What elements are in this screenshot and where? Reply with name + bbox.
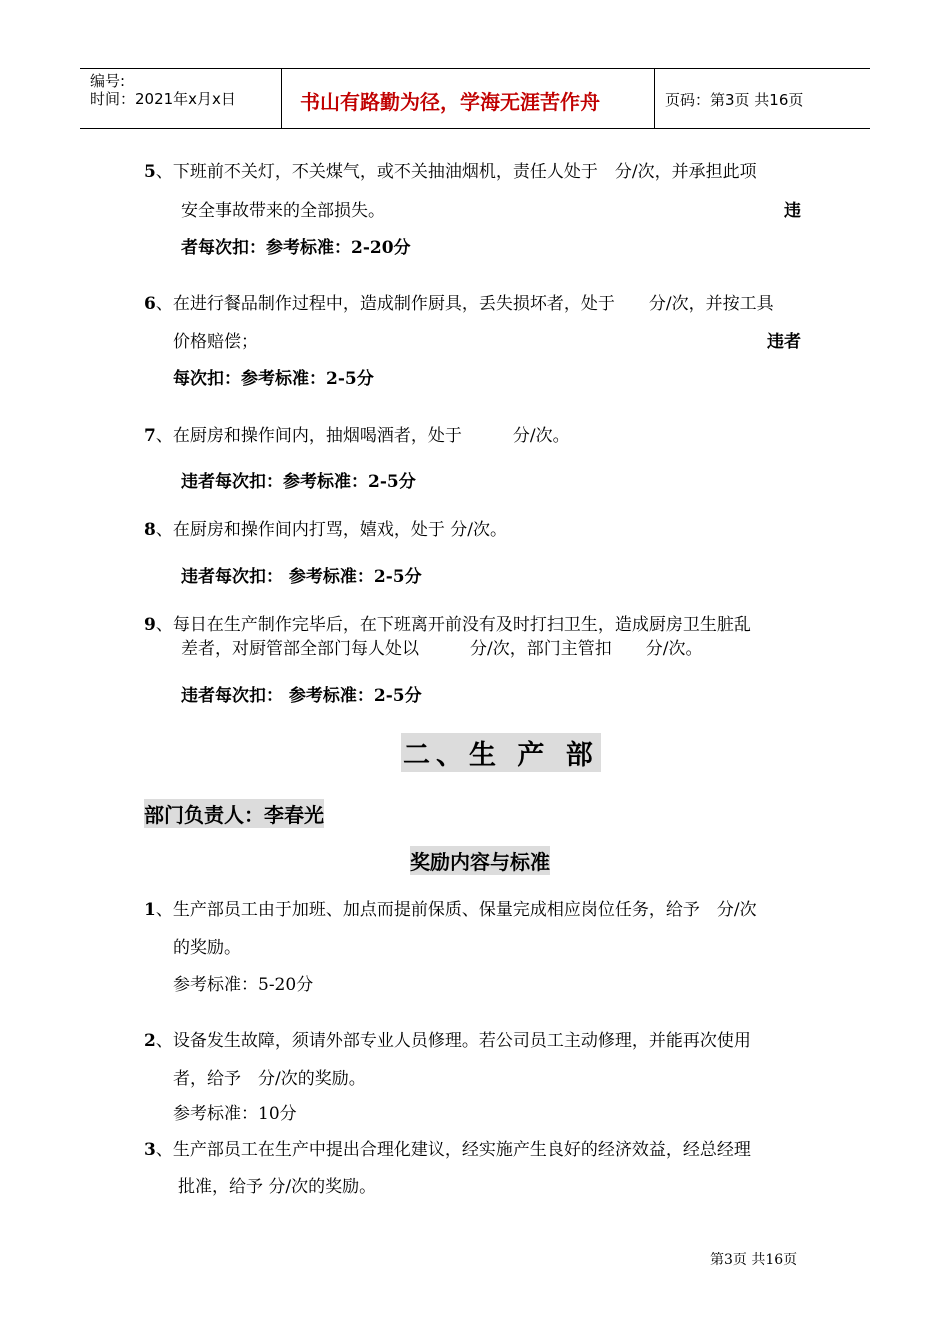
penalty-item-6-line2: 价格赔偿； bbox=[173, 332, 258, 352]
penalty-item-5-standard: 者每次扣：参考标准：2-20分 bbox=[181, 238, 411, 258]
penalty-item-7 bbox=[144, 421, 570, 446]
header-date: 时间：2021年x月x日 bbox=[90, 90, 236, 108]
item-number: 9 bbox=[144, 615, 156, 635]
item-number: 1 bbox=[144, 900, 156, 920]
penalty-item-5 bbox=[144, 157, 757, 182]
reward-item-1-line2: 的奖励。 bbox=[173, 938, 241, 958]
section-title: 二、生 产 部 bbox=[401, 733, 601, 772]
header-bottom-border bbox=[80, 128, 870, 129]
penalty-item-9-standard: 违者每次扣： 参考标准：2-5分 bbox=[181, 686, 422, 706]
reward-subtitle: 奖励内容与标准 bbox=[410, 846, 550, 875]
department-head: 部门负责人：李春光 bbox=[144, 799, 324, 828]
header-serial: 编号: bbox=[90, 72, 126, 90]
penalty-item-6 bbox=[144, 289, 774, 314]
item-text: 、下班前不关灯，不关煤气，或不关抽油烟机，责任人处于 分/次，并承担此项 bbox=[155, 162, 757, 182]
penalty-item-5-line2: 安全事故带来的全部损失。 bbox=[181, 201, 385, 221]
item-text: 、在厨房和操作间内，抽烟喝酒者，处于 分/次。 bbox=[155, 426, 570, 446]
item-number: 6 bbox=[144, 294, 156, 314]
item-text: 、在进行餐品制作过程中，造成制作厨具，丢失损坏者，处于 分/次，并按工具 bbox=[155, 294, 774, 314]
reward-item-2-standard: 参考标准：10分 bbox=[173, 1104, 297, 1124]
penalty-item-9-line2: 差者，对厨管部全部门每人处以 分/次，部门主管扣 分/次。 bbox=[181, 639, 703, 659]
item-text: 、每日在生产制作完毕后，在下班离开前没有及时打扫卫生，造成厨房卫生脏乱 bbox=[155, 615, 751, 635]
header-top-border bbox=[80, 68, 870, 69]
item-number: 7 bbox=[144, 426, 156, 446]
header-page-info: 页码：第3页 共16页 bbox=[665, 91, 804, 109]
penalty-item-6-tail: 违者 bbox=[767, 332, 801, 352]
item-number: 3 bbox=[144, 1140, 156, 1160]
reward-item-3 bbox=[144, 1135, 751, 1160]
item-number: 5 bbox=[144, 162, 156, 182]
header-divider-left bbox=[281, 68, 282, 129]
reward-item-2-line2: 者，给予 分/次的奖励。 bbox=[173, 1069, 366, 1089]
item-number: 2 bbox=[144, 1031, 156, 1051]
penalty-item-6-standard: 每次扣：参考标准：2-5分 bbox=[173, 369, 374, 389]
reward-item-3-line2: 批准，给予 分/次的奖励。 bbox=[178, 1177, 377, 1197]
item-text: 、生产部员工在生产中提出合理化建议，经实施产生良好的经济效益，经总经理 bbox=[155, 1140, 751, 1160]
reward-item-2 bbox=[144, 1026, 751, 1051]
item-text: 、在厨房和操作间内打骂，嬉戏，处于 分/次。 bbox=[155, 520, 507, 540]
penalty-item-9 bbox=[144, 610, 751, 635]
penalty-item-5-tail: 违 bbox=[784, 201, 801, 221]
penalty-item-8 bbox=[144, 515, 507, 540]
reward-item-1-standard: 参考标准：5-20分 bbox=[173, 975, 314, 995]
item-text: 、设备发生故障，须请外部专业人员修理。若公司员工主动修理，并能再次使用 bbox=[155, 1031, 751, 1051]
header-divider-right bbox=[654, 68, 655, 129]
header-motto: 书山有路勤为径，学海无涯苦作舟 bbox=[300, 90, 600, 114]
item-number: 8 bbox=[144, 520, 156, 540]
item-text: 、生产部员工由于加班、加点而提前保质、保量完成相应岗位任务，给予 分/次 bbox=[155, 900, 757, 920]
reward-item-1 bbox=[144, 895, 757, 920]
penalty-item-7-standard: 违者每次扣：参考标准：2-5分 bbox=[181, 472, 416, 492]
penalty-item-8-standard: 违者每次扣： 参考标准：2-5分 bbox=[181, 567, 422, 587]
footer-page-number: 第3页 共16页 bbox=[710, 1252, 798, 1268]
